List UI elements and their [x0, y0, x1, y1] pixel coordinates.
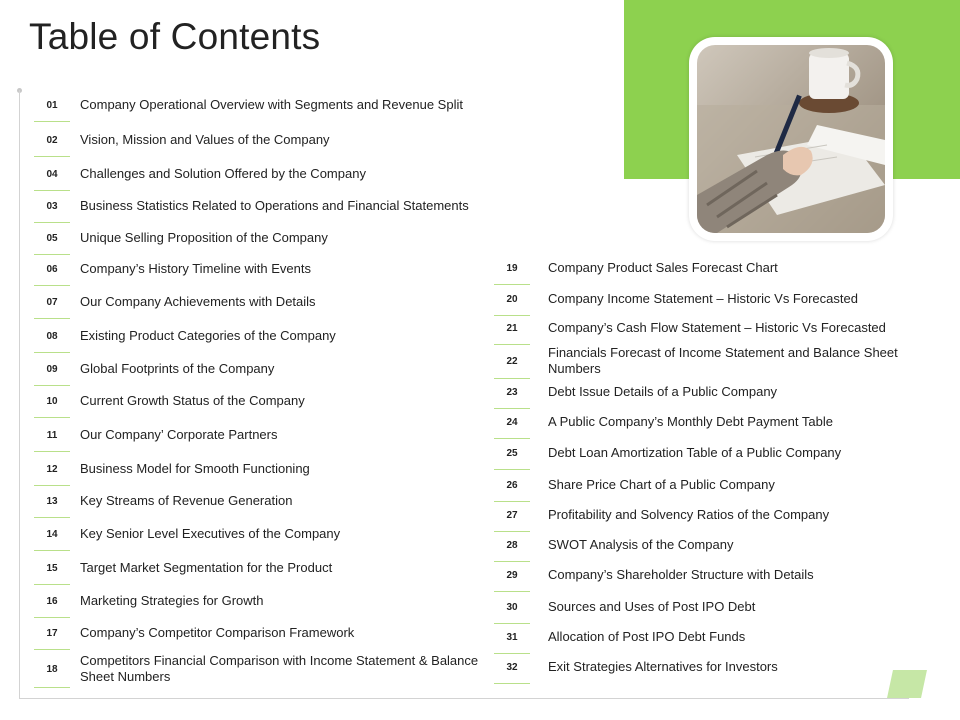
toc-item-label: Challenges and Solution Offered by the Company — [80, 166, 366, 181]
toc-item-number: 06 — [34, 252, 70, 286]
toc-item-number: 30 — [494, 590, 530, 624]
toc-item-label: SWOT Analysis of the Company — [548, 537, 734, 552]
toc-item-label: Vision, Mission and Values of the Company — [80, 132, 330, 147]
toc-item-number: 26 — [494, 468, 530, 502]
toc-item-label: Allocation of Post IPO Debt Funds — [548, 629, 746, 644]
toc-item-number: 15 — [34, 551, 70, 585]
toc-item-label: Company Product Sales Forecast Chart — [548, 260, 778, 275]
toc-item-number: 28 — [494, 528, 530, 562]
toc-item-number: 31 — [494, 620, 530, 654]
toc-item-label: Company’s History Timeline with Events — [80, 261, 311, 276]
toc-item-label: Competitors Financial Comparison with Income Statement & Balance Sheet Numbers — [80, 653, 479, 684]
page-title: Table of Contents — [29, 16, 321, 57]
toc-item-number: 17 — [34, 616, 70, 650]
toc-item-label: Financials Forecast of Income Statement and Balance Sheet Numbers — [548, 345, 898, 376]
toc-item-number: 11 — [34, 418, 70, 452]
toc-item-number: 12 — [34, 452, 70, 486]
toc-item-number: 16 — [34, 584, 70, 618]
toc-item-number: 04 — [34, 157, 70, 191]
toc-item-label: Our Company Achievements with Details — [80, 294, 316, 309]
toc-item-number: 07 — [34, 285, 70, 319]
frame-left-line — [19, 90, 20, 698]
toc-item-label: Exit Strategies Alternatives for Investors — [548, 659, 778, 674]
toc-item-label: Share Price Chart of a Public Company — [548, 477, 775, 492]
toc-item-label: Global Footprints of the Company — [80, 361, 275, 376]
toc-item-number: 14 — [34, 517, 70, 551]
toc-item-label: Company’s Shareholder Structure with Details — [548, 567, 814, 582]
toc-item-label: Business Statistics Related to Operations and Financial Statements — [80, 198, 469, 213]
toc-item-number: 03 — [34, 189, 70, 223]
toc-item-label: Key Streams of Revenue Generation — [80, 493, 293, 508]
frame-bottom-line — [19, 698, 909, 699]
toc-item-number: 09 — [34, 352, 70, 386]
header-photo — [689, 37, 893, 241]
toc-item-label: Business Model for Smooth Functioning — [80, 461, 310, 476]
toc-item-number: 05 — [34, 221, 70, 255]
toc-item-label: Sources and Uses of Post IPO Debt — [548, 599, 756, 614]
toc-item-number: 32 — [494, 650, 530, 684]
toc-item-label: Existing Product Categories of the Company — [80, 328, 336, 343]
toc-item-number: 24 — [494, 405, 530, 439]
toc-item-number: 10 — [34, 384, 70, 418]
toc-item-label: Our Company’ Corporate Partners — [80, 427, 278, 442]
toc-item-number: 01 — [34, 88, 70, 122]
toc-item-number: 02 — [34, 123, 70, 157]
toc-item-label: Current Growth Status of the Company — [80, 393, 305, 408]
toc-item-number: 22 — [494, 343, 530, 379]
toc-item-number: 20 — [494, 282, 530, 316]
toc-item-label: Debt Loan Amortization Table of a Public Company — [548, 445, 842, 460]
toc-item-number: 18 — [34, 650, 70, 688]
toc-item-label: Debt Issue Details of a Public Company — [548, 384, 778, 399]
toc-item-label: Company Operational Overview with Segments and Revenue Split — [80, 97, 463, 112]
toc-item-number: 23 — [494, 375, 530, 409]
toc-item-number: 29 — [494, 558, 530, 592]
writing-hand-photo — [697, 45, 885, 233]
toc-item-number: 27 — [494, 498, 530, 532]
toc-item-number: 25 — [494, 436, 530, 470]
toc-item-label: Company’s Cash Flow Statement – Historic Vs Forecasted — [548, 320, 886, 335]
toc-item-label: A Public Company’s Monthly Debt Payment Table — [548, 414, 833, 429]
toc-item-label: Target Market Segmentation for the Product — [80, 560, 333, 575]
toc-item-label: Unique Selling Proposition of the Company — [80, 230, 328, 245]
toc-item-label: Profitability and Solvency Ratios of the Company — [548, 507, 830, 522]
toc-item-label: Key Senior Level Executives of the Company — [80, 526, 341, 541]
toc-item-label: Company’s Competitor Comparison Framework — [80, 625, 355, 640]
toc-item-number: 08 — [34, 319, 70, 353]
toc-item-label: Company Income Statement – Historic Vs Forecasted — [548, 291, 858, 306]
toc-item-number: 19 — [494, 251, 530, 285]
toc-item-number: 13 — [34, 484, 70, 518]
toc-item-number: 21 — [494, 311, 530, 345]
toc-item-label: Marketing Strategies for Growth — [80, 593, 264, 608]
